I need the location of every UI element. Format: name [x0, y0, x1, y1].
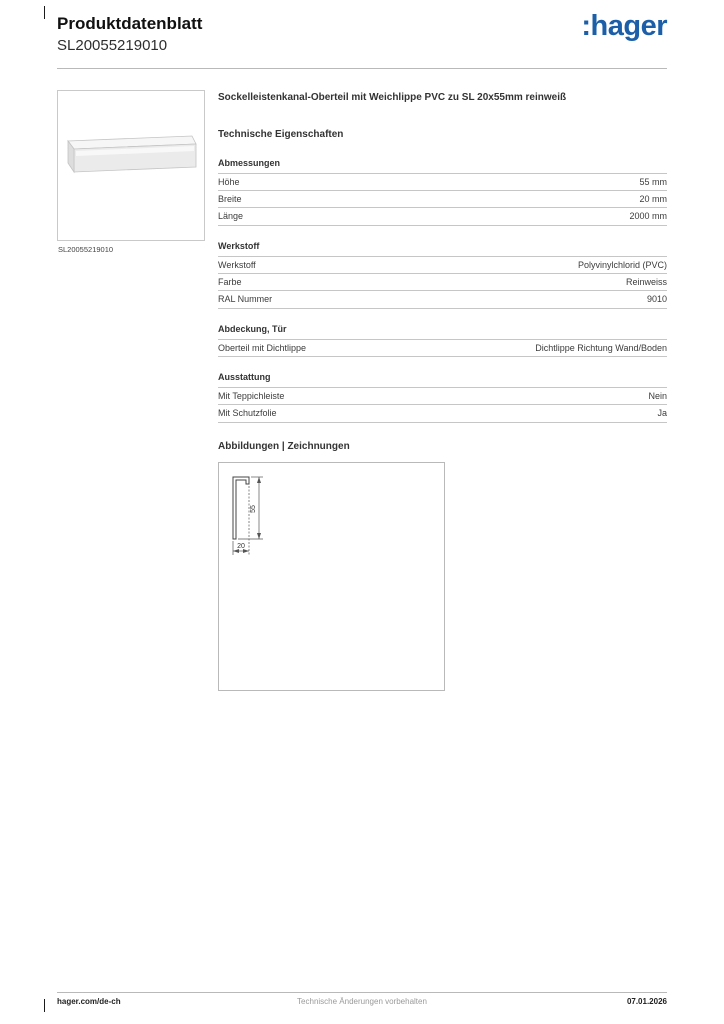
spec-label: Höhe [218, 176, 240, 187]
spec-value: Reinweiss [625, 276, 667, 287]
section-title: Abdeckung, Tür [218, 323, 287, 334]
spec-row [218, 387, 667, 404]
spec-row [218, 207, 667, 224]
spec-value: Polyvinylchlorid (PVC) [577, 259, 667, 270]
product-id: SL20055219010 [57, 37, 168, 55]
spec-value: Ja [657, 408, 667, 419]
fold-mark-bottom [44, 999, 45, 1012]
fold-mark-top [44, 6, 45, 19]
dim-height-label: 55 [250, 504, 257, 513]
section-title: Abmessungen [218, 157, 281, 168]
cross-section-drawing [219, 463, 444, 688]
tech-properties-heading: Technische Eigenschaften [218, 128, 344, 140]
footer [57, 997, 667, 1006]
drawings-heading: Abbildungen | Zeichnungen [218, 440, 350, 452]
technical-drawing [218, 462, 445, 691]
spec-value: 20 mm [639, 193, 667, 204]
spec-row [218, 404, 667, 421]
spec-label: Oberteil mit Dichtlippe [218, 342, 307, 353]
footer-divider [57, 992, 667, 993]
hager-logo: :hager [581, 10, 667, 42]
spec-label: Länge [218, 211, 244, 222]
spec-row [218, 173, 667, 190]
spec-section-werkstoff [218, 241, 667, 309]
section-title: Werkstoff [218, 240, 260, 251]
footer-disclaimer: Technische Änderungen vorbehalten [297, 997, 427, 1006]
section-title: Ausstattung [218, 371, 271, 382]
spec-value: Nein [648, 390, 667, 401]
spec-row [218, 256, 667, 273]
footer-date: 07.01.2026 [626, 997, 667, 1006]
spec-label: Mit Teppichleiste [218, 390, 285, 401]
spec-section-abdeckung [218, 324, 667, 357]
spec-value: 9010 [646, 294, 667, 305]
dim-width-label: 20 [237, 542, 245, 550]
spec-value: 2000 mm [629, 211, 667, 222]
image-caption: SL20055219010 [58, 245, 114, 254]
spec-label: Mit Schutzfolie [218, 408, 277, 419]
spec-label: Breite [218, 193, 242, 204]
footer-website: hager.com/de-ch [57, 997, 121, 1006]
spec-label: RAL Nummer [218, 294, 273, 305]
product-image [57, 90, 205, 241]
spec-label: Farbe [218, 276, 242, 287]
header [57, 14, 667, 54]
spec-section-ausstattung [218, 372, 667, 423]
spec-section-abmessungen [218, 158, 667, 226]
spec-label: Werkstoff [218, 259, 256, 270]
spec-row [218, 190, 667, 207]
spec-value: 55 mm [639, 176, 667, 187]
product-name: Sockelleistenkanal-Oberteil mit Weichlippe PVC zu SL 20x55mm reinweiß [218, 92, 567, 103]
header-divider [57, 68, 667, 69]
spec-value: Dichtlippe Richtung Wand/Boden [535, 342, 667, 353]
skirting-profile-image [58, 91, 202, 238]
spec-row [218, 339, 667, 356]
spec-row [218, 273, 667, 290]
spec-row [218, 290, 667, 307]
document-title: Produktdatenblatt [57, 14, 203, 33]
product-details [218, 92, 667, 691]
